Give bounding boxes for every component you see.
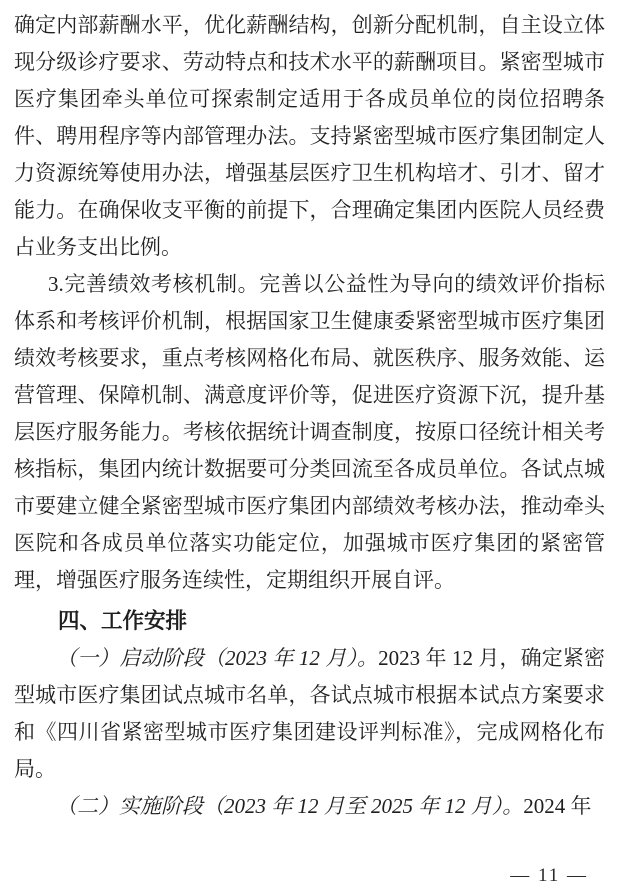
page-number: — 11 —: [510, 865, 588, 886]
paragraph-performance-assessment: [14, 266, 605, 599]
section-heading-work-arrangement: 四、工作安排: [58, 609, 188, 633]
paragraph-stage-implementation: [14, 788, 605, 825]
paragraph-stage-launch: [14, 640, 605, 788]
paragraph-performance-text: 完善以公益性为导向的绩效评价指标体系和考核评价机制，根据国家卫生健康委紧密型城市医疗集团绩效考核要求，重点考核网格化布局、就医秩序、服务效能、运营管理、保障机制、满意度评价等，促进医疗资源下沉，提升基层医疗服务能力。考核依据统计调查制度，按原口径统计相关考核指标，集团内统计数据要可分类回流至各成员单位。各试点城市要建立健全紧密型城市医疗集团内部绩效考核办法，推动牵头医院和各成员单位落实功能定位，加强城市医疗集团的紧密管理，增强医疗服务连续性，定期组织开展自评。: [14, 272, 605, 592]
stage-implementation-text: 2024 年: [523, 794, 592, 818]
paragraph-performance-lead: 3.完善绩效考核机制。: [48, 272, 260, 296]
stage-launch-text: 2023 年 12 月，确定紧密型城市医疗集团试点城市名单，各试点城市根据本试点方案要求和《四川省紧密型城市医疗集团建设评判标准》，完成网格化布局。: [14, 646, 605, 781]
stage-launch-lead: （一）启动阶段（2023 年 12 月）。: [56, 646, 379, 670]
document-body: [14, 7, 605, 825]
paragraph-salary-continuation: 确定内部薪酬水平，优化薪酬结构，创新分配机制，自主设立体现分级诊疗要求、劳动特点和技术水平的薪酬项目。紧密型城市医疗集团牵头单位可探索制定适用于各成员单位的岗位招聘条件、聘用程序等内部管理办法。支持紧密型城市医疗集团制定人力资源统筹使用办法，增强基层医疗卫生机构培才、引才、留才能力。在确保收支平衡的前提下，合理确定集团内医院人员经费占业务支出比例。: [14, 13, 605, 259]
stage-implementation-lead: （二）实施阶段（2023 年 12 月至 2025 年 12 月）。: [56, 794, 524, 818]
